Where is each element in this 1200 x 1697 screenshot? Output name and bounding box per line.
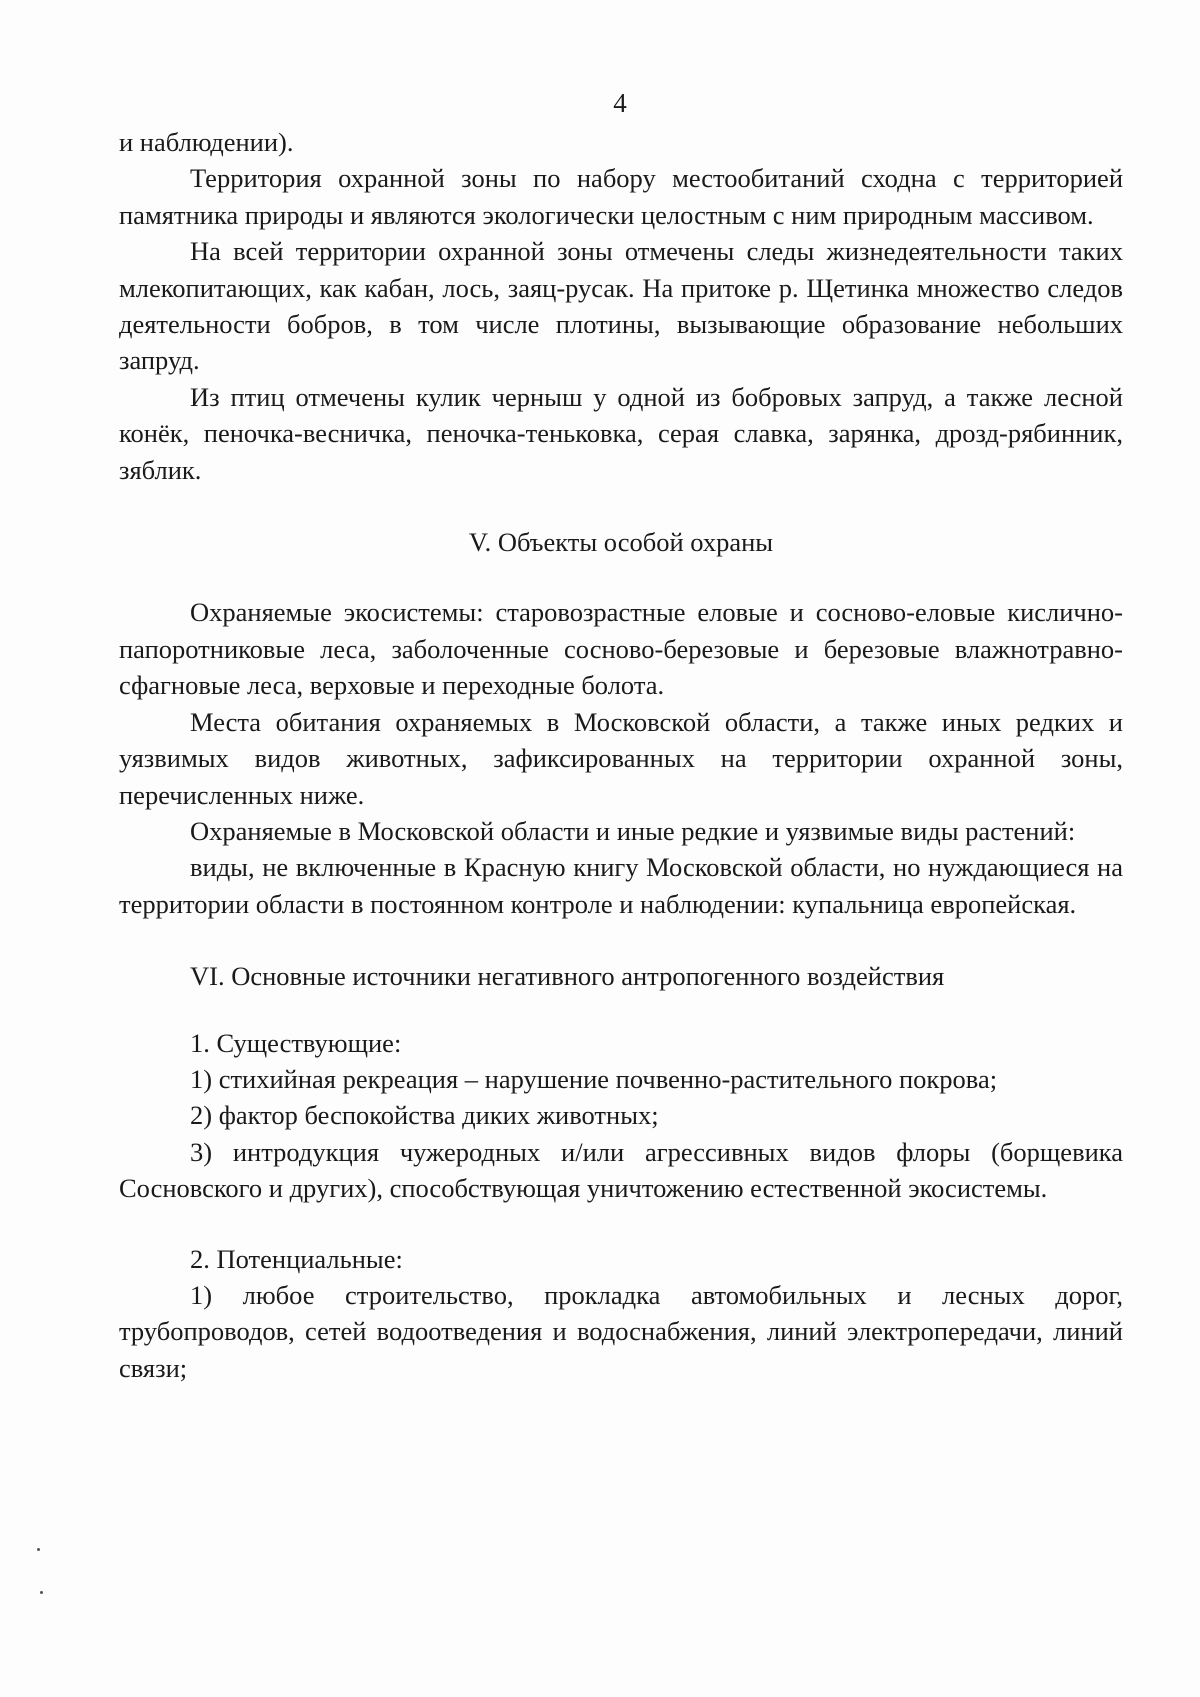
- document-body: [119, 124, 1123, 1386]
- potential-item: 1) любое строительство, прокладка автомобильных и лесных дорог, трубопроводов, сетей водоотведения и водоснабжения, линий электропередачи, линий связи;: [119, 1279, 1123, 1383]
- section-heading-vi: VI. Основные источники негативного антропогенного воздействия: [190, 961, 945, 992]
- section-heading-v: V. Объекты особой охраны: [468, 527, 774, 558]
- paragraph-ecosystems: Охраняемые экосистемы: старовозрастные еловые и сосново-еловые кислично-папоротниковые леса, заболоченные сосново-березовые и березовые влажнотравно-сфагновые леса, верховые и переходные болота.: [119, 597, 1123, 701]
- existing-item: 3) интродукция чужеродных и/или агрессивных видов флоры (борщевика Сосновского и других), способствующая уничтожению естественной экосистемы.: [119, 1136, 1123, 1204]
- paragraph-habitat: Территория охранной зоны по набору местообитаний сходна с территорией памятника природы и являются экологически целостным с ним природным массивом.: [119, 163, 1123, 230]
- potential-sources-title: 2. Потенциальные:: [190, 1243, 403, 1274]
- scan-speck: [40, 1591, 43, 1594]
- paragraph-animal-habitats: Места обитания охраняемых в Московской области, а также иных редких и уязвимых видов животных, зафиксированных на территории охранной зоны, перечисленных ниже.: [119, 706, 1123, 810]
- existing-sources-title: 1. Существующие:: [190, 1027, 402, 1058]
- existing-item: 1) стихийная рекреация – нарушение почвенно-растительного покрова;: [190, 1063, 998, 1094]
- paragraph-plant-species: виды, не включенные в Красную книгу Московской области, но нуждающиеся на территории области в постоянном контроле и наблюдении: купальница европейская.: [119, 852, 1123, 919]
- scan-speck: [37, 1548, 40, 1551]
- page-number: 4: [613, 88, 627, 118]
- paragraph-birds: Из птиц отмечены кулик черныш у одной из бобровых запруд, а также лесной конёк, пеночка-весничка, пеночка-теньковка, серая славка, зарянка, дрозд-рябинник, зяблик.: [119, 381, 1123, 485]
- paragraph-mammals: На всей территории охранной зоны отмечены следы жизнедеятельности таких млекопитающих, как кабан, лось, заяц-русак. На притоке р. Щетинка множество следов деятельности бобров, в том числе плотины, вызывающие образование небольших запруд.: [119, 236, 1123, 376]
- paragraph-continuation: и наблюдении).: [119, 127, 294, 157]
- existing-item: 2) фактор беспокойства диких животных;: [190, 1100, 659, 1131]
- paragraph-protected-plants: Охраняемые в Московской области и иные редкие и уязвимые виды растений:: [190, 815, 1076, 846]
